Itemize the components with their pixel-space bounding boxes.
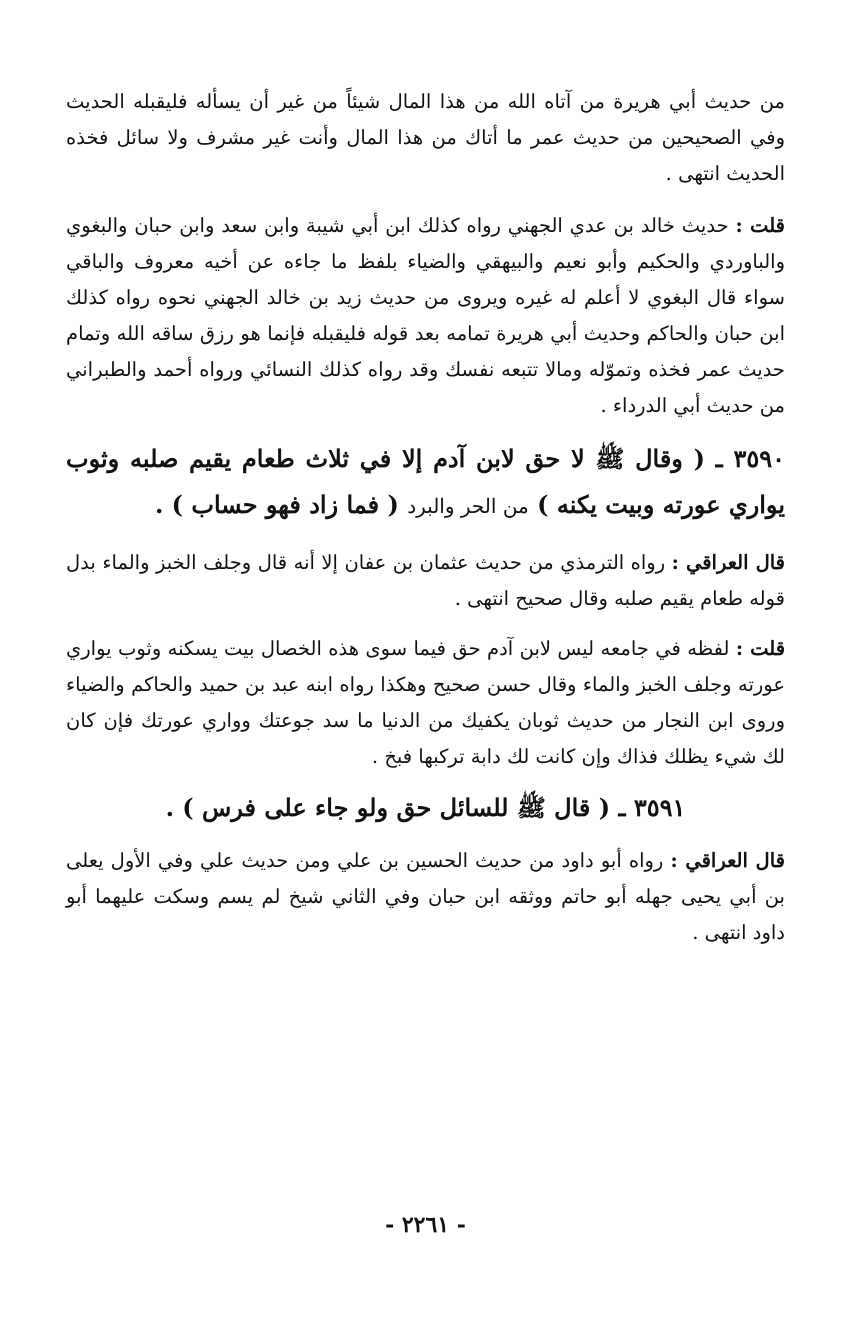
- paragraph-lead: قال العراقي :: [671, 551, 786, 574]
- paragraph-lead: قلت :: [735, 637, 786, 660]
- paragraph-lead: قال العراقي :: [670, 849, 785, 872]
- paragraph-qult-2: [66, 631, 785, 775]
- heading-text-a: ٣٥٩٠ ـ ( وقال ﷺ لا حق لابن آدم إلا في ثلاث طعام يقيم صلبه وثوب يواري عورته وبيت يكنه ): [66, 444, 785, 519]
- paragraph-text: حديث خالد بن عدي الجهني رواه كذلك ابن أبي شيبة وابن سعد وابن حبان والبغوي والباوردي والحكيم وأبو نعيم والبيهقي والضياء بلفظ ما جاءه عن أخيه معروف والباقي سواء قال البغوي لا أعلم له غيره ويروى من حديث زيد بن خالد الجهني نحوه رواه كذلك ابن حبان والحاكم وحديث أبي هريرة تمامه بعد قوله فليقبله فإنما هو رزق ساقه الله وتمام حديث عمر فخذه وتموّله ومالا تتبعه نفسك وقد رواه كذلك النسائي ورواه أحمد والطبراني من حديث أبي الدرداء .: [66, 214, 785, 417]
- paragraph-iraqi-1: [66, 545, 785, 617]
- paragraph-continuation: [66, 84, 785, 192]
- paragraph-qult-1: [66, 208, 785, 424]
- heading-inline-note: من الحر والبرد: [407, 494, 529, 518]
- heading-text: ٣٥٩١ ـ ( قال ﷺ للسائل حق ولو جاء على فرس ) .: [165, 793, 686, 822]
- paragraph-iraqi-2: [66, 843, 785, 951]
- page-number: - ٢٢٦١ -: [385, 1212, 466, 1238]
- hadith-heading-3590: [66, 436, 785, 529]
- paragraph-text: من حديث أبي هريرة من آتاه الله من هذا المال شيئاً من غير أن يسأله فليقبله الحديث وفي الصحيحين من حديث عمر ما أتاك من هذا المال وأنت غير مشرف ولا سائل فخذه الحديث انتهى .: [66, 90, 785, 185]
- paragraph-text: رواه أبو داود من حديث الحسين بن علي ومن حديث علي وفي الأول يعلى بن أبي يحيى جهله أبو حاتم ووثقه ابن حبان وفي الثاني شيخ لم يسم وسكت عليهما أبو داود انتهى .: [66, 849, 785, 944]
- paragraph-text: لفظه في جامعه ليس لابن آدم حق فيما سوى هذه الخصال بيت يسكنه وثوب يواري عورته وجلف الخبز والماء وقال حسن صحيح وهكذا رواه ابنه عبد بن حميد والحاكم والضياء وروى ابن النجار من حديث ثوبان يكفيك من الدنيا ما سد جوعتك وواري عورتك فإن كان لك شيء يظلك فذاك وإن كانت لك دابة تركبها فبخ .: [66, 637, 785, 768]
- paragraph-lead: قلت :: [735, 214, 785, 237]
- hadith-heading-3591: [66, 785, 785, 831]
- paragraph-text: رواه الترمذي من حديث عثمان بن عفان إلا أنه قال وجلف الخبز والماء بدل قوله طعام يقيم صلبه وقال صحيح انتهى .: [66, 551, 785, 610]
- heading-text-c: ( فما زاد فهو حساب ) .: [154, 490, 399, 519]
